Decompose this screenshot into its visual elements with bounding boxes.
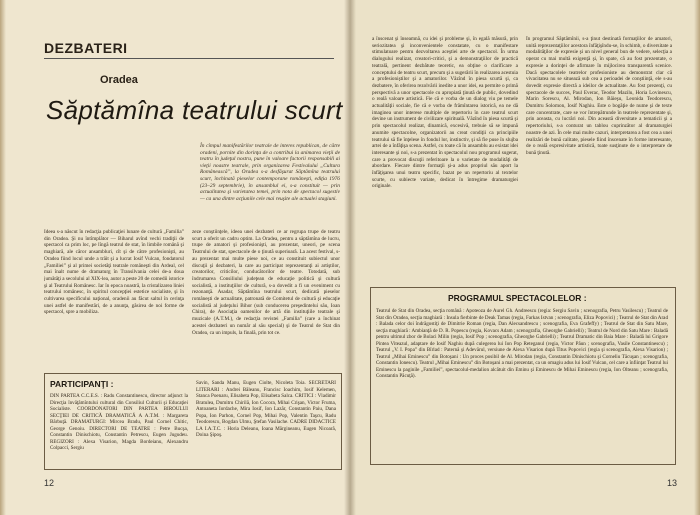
right-page [350, 0, 700, 515]
right-column-2: În programul Săptămînii, s-a ţinut destinată formaţiilor de amatori, unită reprezentaţiilor acestora înfăţişîndu-se, în schimb, o diversitate a modalităţilor de expresie şi un nivel general bun de vedere, selecţia a operat cu mai multă exigenţă şi, în spate, că au fost prezentate, o expresie a dorinţei de afirmare în mijlocirea transparentă scenice. Dacă spectacolele teatrelor profesioniste au demonstrat clar că vivacitatea nu se situează sub cea a perioadei de conştiinţă, ele s-au dovedit expresie directă a ideilor de actualitate. Au fost prezenţi, cu spectacole de succes, Paul Everac, Teodor Mazilu, Horia Lovinescu, Marin Sorescu, Al. Mirodan, Ion Băieşu, Leonida Teodorescu, Dumitru Solomon, Iosif Naghiu. Este o bogăţie de nume şi de texte care concentrate, care se vor întrepătrunde în teatrele reprezentate şi, prin aceasta, cu lucrări noi. Din această diversitate a tematicii şi a repertoriului, s-a conturat un tablou cuprinzător al dramaturgiei noastre de azi. În cele mai multe cazuri, interpretarea a fost cea a unei realizări de bună calitate, piesele fiind înscenate în forme interesante, de o reală expresivitate artistică, toate susţinute de o interpretare de bună ţinută. [526, 36, 672, 156]
book-gutter [344, 0, 356, 515]
article-title: Săptămîna teatrului scurt [46, 95, 343, 125]
page-number-left: 12 [44, 478, 55, 488]
left-page-edge [0, 0, 6, 515]
participants-column-1: DIN PARTEA C.C.E.S. : Radu Constantinescu, director adjunct la Direcţia învăţămîntului cultural din Consiliul Culturii şi Educaţiei Socialiste. COORDONATORI DIN PARTEA BIROULUI SECŢIEI DE CRITICĂ DRAMATICĂ A A.T.M. : Margareta Bărbuţă. DRAMATURGI: Mircea Bradu, Paul Cornel Chitic, George Genoiu. DIRECTORI DE TEATRE : Petre Bucşa, Constantin Dinischiotu, Constantin Petrescu, Eugen Jugudeu. REGIZORI : Alexa Visarion, Magda Bordeianu, Alexandru Colpacci, Sergiu [50, 393, 188, 451]
page-number-right: 13 [667, 478, 678, 488]
article-column-1: Ideea s-a născut în redacţia publicaţiei lunare de cultură „Familia” din Oradea. Şi nu întîmplător — Biharul avînd vechi tradiţii de spectacol ca prim loc, pe lîngă teatrul de stat, în limbile română şi maghiară, ale căror ansambluri, cît şi de către profesionişti, au Oradea fiind locul unde a trăit şi a lucrat Iosif Vulcan, fondatorul „Familiei” şi al primei societăţi teatrale româneşti din Ardeal, cel mai înalt nume de dramaturg în Transilvania celei de-a doua jumătăţi a secolului al XIX-lea, autor a peste 20 de comedii istorice şi al Teatrului Românesc. Iar în epoca noastră, la cristalizarea liniei teatrului românesc, în spiritul concepţiei estetice socialiste, şi în cultivarea specificului naţional, oradenii au făcut saltul în cerinţa unei astfel de manifestări, de a anunţa, găsirea de noi forme de spectacol, spre a mobiliza. [44, 229, 184, 316]
section-divider [44, 58, 334, 59]
program-text: Teatrul de Stat din Oradea, secţia română : Apoteoza de Aurel Gh. Andreescu (regia: Sergiu Savin ; scenografia, Petru Vasilescu) ; Teatrul de Stat din Oradea, secţia maghiară : Insula fierbinte de Deak Tamas (regia, Farkas Istvan ; scenografia, Eliza Popovici) ; Teatrul de Stat din Arad : Balada celor doi îndrăgostiţi de Dimitrie Roman (regia, Dan Alecsandrescu ; scenografia, Eva Grafeffy) ; Teatrul de Stat din Satu Mare, secţia maghiară : Ambianţă de D. R. Popescu (regia, Kovacs Adam ; scenografia, Gheorghe Gabrielli) ; Teatrul de Nord din Satu Mare : Baladă pentru ultimul zbor de Bolaci Milin (regia, Iosif Pop ; scenografia, Gheorghe Gabrielli) ; Teatrul Dramatic din Baia Mare : Baladă lui Grigore Pintea Viteazul, adaptare de Iosif Naghiu după culegerea lui Ion Pop Reteganul (regia, Victor Păun ; scenografia, Vasile Constantinescu) ; Teatrul „V. I. Popa” din Bîrlad : Paternă şi Adevărul, versiune de Alexa Visarion după Titus Popovici (regia şi scenografia, Alexa Visarion) ; Teatrul „Mihai Eminescu” din Botoşani : Un proces posibil de Al. Mirodan (regia, Constantin Dinischiotu şi Corneliu Tăcuşan ; scenografia, Constantin Ionescu). Teatrul „Mihai Eminescu” din Botoşani a mai prezentat, ca un omagiu adus lui Iosif Vulcan, cel care a înfiinţat Teatrul lui Eminescu la paginile „Familiei”, spectacolul-medalion alcătuit din Eminu şi Eminescu de Mihai Eminescu (regia, Ion Olteanu ; scenografia, Constantin Păcuţă). [376, 308, 668, 379]
program-title: PROGRAMUL SPECTACOLELOR : [448, 293, 587, 303]
participants-title: PARTICIPANŢI : [50, 379, 114, 389]
right-page-edge [694, 0, 700, 515]
article-intro: În cîmpul manifestărilor teatrale de interes republican, de către oradeni, pornite din dorinţa de a contribui la animarea vieţii de teatru în judeţul nostru, pune în valoare factorii responsabili ai vieţii noastre teatrale, prin organizarea Festivalului „Cultura Românească”, la Oradea s-a desfăşurat Săptămîna teatrului scurt, închinată pieselor contemporane româneşti, ediţia 1976 (23–29 septembrie), în ansamblul ei, s-a constituit — prin actualitatea şi varietatea temei, prin nota de spectacol sugestiv — ca una dintre acţiunile cele mai reuşite ale actualei stagiuni. [200, 143, 340, 202]
city-subheading: Oradea [100, 74, 138, 86]
article-column-2: zeze conştiinţele, ideea unei dezbateri ce ar regrupa trupe de teatru scurt a oferit un cadru optim. La Oradea, pentru a săptămîna de lucru, trupe de amatori şi profesionişti, au prezentat, uneori, pe scena Teatrului de stat, spectacole de o ţinută superioară. La acest festival, s-au prezentat mai multe piese noi, ce au constituit subiectul unor discuţii şi dezbateri, la care au participat reprezentanţi ai artiştilor, creatorilor, criticilor, conducătorilor de teatre. Totodată, sub îndrumarea Consiliului judeţean de educaţie politică şi cultură socialistă, a instituţiilor de cultură, s-a dovedit a fi un eveniment cu rezonanţă. Asadar, Săptămîna teatrului scurt, dedicată pieselor româneşti de actualitate, patronată de Comitetul de cultură şi educaţie socialistă al judeţului Bihor (sub conducerea preşedintelui său, Ioan Chira), de Asociaţia oamenilor de artă din instituţiile teatrale şi muzicale (A.T.M.), de redacţia revistei „Familia” (care a închinat acestei dezbateri un număr al său special) şi de Teatrul de Stat din Oradea, ca un impuls, la finală, prin tot ce. [192, 229, 340, 336]
section-heading: DEZBATERI [44, 40, 128, 56]
participants-column-2: Savin, Sanda Manu, Eugen Ciolte, Nicoleta Toia. SECRETARI LITERARI : Andrei Băleanu, Francisc Ioachim, Iosif Kelemen, Stanca Poenaru, Elisabeta Pop, Elisabeta Salca. CRITICI : Vladimir Bratulea, Dumitru Chirilă, Ion Cocora, Mihai Crişan, Victor Fruma, Antoaneta Iordache, Mira Iosif, Ion Lazăr, Constantin Paiu, Dana Popa, Ion Parhon, Cornel Pop, Mihai Pop, Valentin Taşcu, Radu Teodorescu, Bogdan Ulmu, Ştefan Vasilache. CADRE DIDACTICE LA I.A.T.C. : Horia Deleanu, Ioana Mărgineanu, Eugen Nicoară, Doina Şipoş. [196, 380, 336, 438]
right-column-1: a înscenat şi înseamnă, cu idei şi probleme şi, în egală măsură, prin seriozitatea şi inconvenientele constatate, cu o manifestare stimulatoare pentru dezvoltarea aceştiei arte de spectacol. În urma dialogului realizat, creatori-critici, şi a demonstraţiilor de practică teatrală, pertinent dezbătute teoretic, ea obţine o clarificare a conceptului de teatru scurt, precum şi a sugerării în realizarea acestuia a profesioniştilor şi a amatorilor. Văzînd în piesa scurtă şi, ca dezbatere, în oferirea rezolvării inedite a unor idei, ea permite o primă perspectivă a unor spectacole cu apropiată ţinută de public, dovedind o reală valoare artistică. Fie că e vorba de un dialog viu pe temele actualităţii sociale, fie că e vorba de frămîntarea istorică, ea ne dă imaginea unor interese multiple de repertoriu în care teatrul scurt devine un instrument de civilizare spirituală. Văzînd în piesa scurtă şi prin spectacolul realizat, dinamică, excesivă, trebuie să se impună anumite spectacolne, organizatorii au creat condiţii ca principiile teatrului să fie înţelese în fondul lor, instinctiv, şi să fie puse în slujba artei de a înfăţişa scena. Astfel, cu toate că în ansamblu au existat idei interesante şi noi, s-a prezentat în spectacolul nou programul sugerat, care a provocat discuţii referitoare la o varietate de modalităţi de abordare. Fiecare dintre formaţii şi-a adus propriul său aport la înfăţişarea unui teatru specific, bazat pe un repertoriu al textelor scurte, cu subiecte variate, dedicat în întregime dramaturgiei originale. [372, 36, 518, 190]
